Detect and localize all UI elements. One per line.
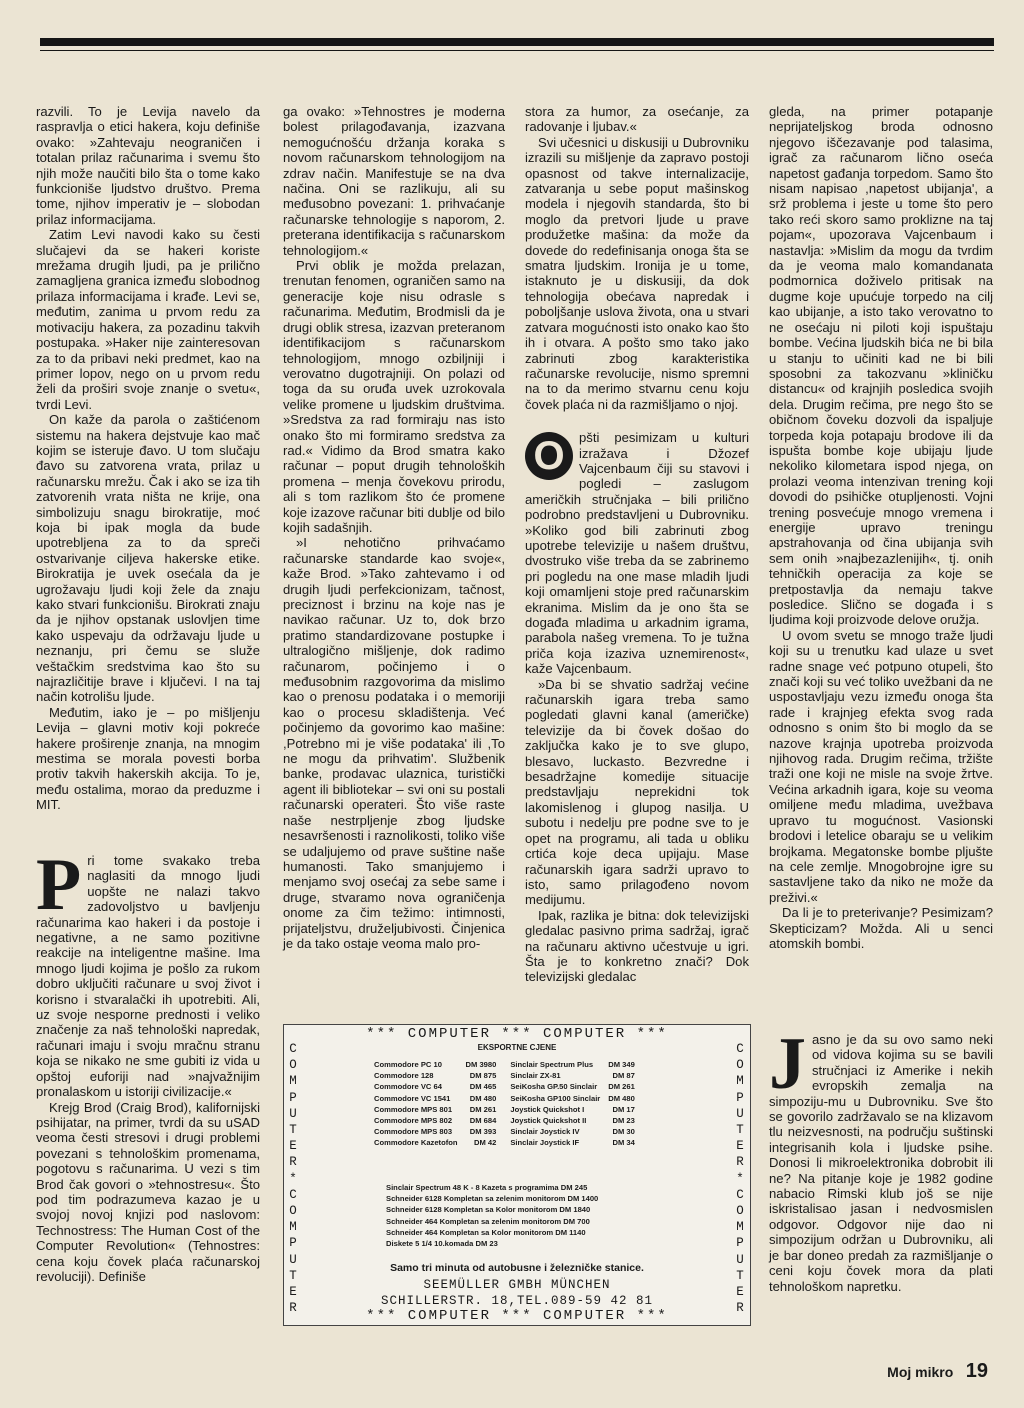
product-cell: Commodore MPS 802: [374, 1116, 453, 1126]
product-cell: SeiKosha GP100 Sinclair: [510, 1093, 601, 1103]
paragraph: stora za humor, za osećanje, za radovanje i ljubav.«: [525, 104, 749, 135]
paragraph-text: asno je da su ovo samo neki od vidova kojima su se bavili stručnjaci iz Amerike i nekih evropskih zemalja na simpoziju-mu u Dubrovniku. Sve što se govorilo zadržavalo se na klizavom tlu neizvesnosti, na području suštinski integrisanih kola i ljudske psihe. Donosi li mikroelektronika dobrobit ili ne? Na pitanje koje je 1982 godine nabacio Rimski klub još se nije iskristalisao jasan i nedvosmislen odgovor. Odgovor nije dao ni simpozijum održan u Dubrovniku, ali je bar doneo predah za razmišljanje o ceni koju čovek mora da plati tehnološkom napretku.: [769, 1032, 993, 1294]
ad-address: SCHILLERSTR. 18,TEL.089-59 42 81: [380, 1294, 654, 1308]
ad-banner-top: *** COMPUTER *** COMPUTER ***: [366, 1026, 668, 1042]
paragraph: gleda, na primer potapanje neprijateljskog broda odnosno njegovo iščezavanje pod talasima, igrač za računarom lično oseća napetost gađanja torpedom. Samo što nisam napisao ,napetost ubijanja', a srž problema i jeste u tome što pero tako reći skoro samo proklizne na taj pojam«, upozorava Vajcenbaum i nastavlja: »Mislim da mogu da tvrdim da je veoma malo komandanata podmornica doživelo pritisak na dugme koje upućuje torpedo na cilj kao ubijanje, a isto tako verovatno to ne osećaju ni piloti koji ispuštaju bombe. Većina ljudskih bića ne bi bila u stanju to učiniti kad ne bi bili sposobni za takozvanu »kliničku distancu« od krajnjih posledica svojih dela. Drugim rečima, pre nego što se običnom čoveku dozvoli da ispaljuje torpeda koja potapaju brodove ili da ispušta bombe koje ubijaju ljude nekoliko kilometara ispod njega, on prolazi veoma intenzivan trening koji dovodi do psihičke otupljenosti. Vojni trening posvećuje mnogo vremena i energije upravo treningu apstrahovanja od čina ubijanja svih sem onih »najbezazlenijih«, tj. onih tehničkih operacija za koje se pretpostavlja da nemaju takve posledice. Slično se događa i s ljudima koji proizvode delove oružja.: [769, 104, 993, 628]
paragraph: Krejg Brod (Craig Brod), kalifornijski psihijatar, na primer, tvrdi da su uSAD veoma česti stresovi i drugi problemi povezani s tehnološkim promenama, pogotovu s računarima. U vezi s tim Brod čak govori o »tehnostresu«. Što pod tim podrazumeva kazao je u svojoj novoj knjizi pod naslovom: Technostress: The Human Cost of the Computer Revolution« (Tehnostres: cena koju čovek plaća računarskoj revoluciji). Definiše: [36, 1099, 260, 1284]
ad-side-letter: T: [289, 1268, 297, 1283]
ad-side-letters-right: [733, 1041, 747, 1316]
ad-side-letter: R: [736, 1155, 744, 1170]
ad-side-letter: C: [736, 1042, 744, 1056]
price-row-wide: Diskete 5 1/4 10.komada DM 23: [386, 1239, 498, 1249]
ad-side-letter: P: [289, 1236, 297, 1251]
product-cell: Sinclair Joystick IF: [510, 1138, 580, 1148]
price-cell: DM 261: [469, 1104, 497, 1114]
ad-side-letter: T: [289, 1123, 297, 1138]
ad-side-letter: R: [289, 1155, 297, 1170]
paragraph: Međutim, iako je – po mišljenju Levija – glavni motiv koji pokreće hakere proširenje znanja, na mnogim mestima se morala povesti borba protiv takvih hakerskih akcija. To je, među ostalima, morao da preduzme i MIT.: [36, 704, 260, 813]
product-cell: Commodore PC 10: [374, 1060, 442, 1070]
ad-side-letter: E: [289, 1139, 297, 1154]
ad-side-letter: M: [289, 1074, 297, 1089]
ad-side-letter: T: [736, 1123, 744, 1138]
ad-side-letter: U: [736, 1252, 744, 1267]
ad-note: Samo tri minuta od autobusne i železničke stanice.: [390, 1262, 644, 1274]
price-cell: DM 34: [612, 1138, 635, 1148]
dropcap-j: J: [769, 1023, 806, 1105]
paragraph-with-dropcap: [525, 430, 749, 677]
ad-side-letter: *: [289, 1171, 297, 1186]
ad-side-letter: E: [289, 1285, 297, 1300]
paragraph: ga ovako: »Tehnostres je moderna bolest prilagođavanja, izazvana nemogućnošću držanja koraka s novom računarskom tehnologijom na zdrav način. Manifestuje se na dva načina. Oni se razlikuju, ali su međusobno povezani: 1. prihvaćanje računarske tehnologije s naporom, 2. preterana identifikacija s računarskom tehnologijom.«: [283, 104, 505, 258]
price-row-wide: Sinclair Spectrum 48 K - 8 Kazeta s programima DM 245: [386, 1183, 588, 1192]
ad-side-letter: M: [289, 1220, 297, 1235]
price-cell: DM 480: [469, 1093, 497, 1103]
computer-advertisement: [283, 1024, 751, 1326]
price-cell: DM 261: [608, 1082, 635, 1092]
price-row-wide: Schneider 6128 Kompletan sa Kolor monitorom DM 1840: [386, 1205, 591, 1215]
paragraph: U ovom svetu se mnogo traže ljudi koji su u trenutku kad ulaze u svet radne snage već potpuno otupeli, što znači koji su već toliko uvežbani da ne uspostavljaju vezu između onoga šta rade i krajnjeg efekta svog rada odnosno s onim što bi moglo da se nazove krajnja upotreba proizvoda njihovog rada. Drugim rečima, tržište traži one koji ne misle na svoje žrtve. Većina arkadnih igara, koje su veoma omiljene među mladima, uvežbava upravo tu mogućnost. Vasionski brodovi i letelice obaraju se u velikim brojkama. Megatonske bombe pljušte na cele zemlje. Mnogobrojne igre su sastavljene tako da niko ne može da preživi.«: [769, 627, 993, 905]
price-row: [370, 1059, 645, 1070]
price-cell: DM 87: [612, 1071, 635, 1081]
product-cell: Sinclair Spectrum Plus: [510, 1060, 594, 1070]
price-cell: DM 3980: [465, 1060, 497, 1070]
ad-side-letter: *: [736, 1171, 744, 1186]
ad-side-letter: C: [736, 1187, 744, 1202]
product-cell: Sinclair ZX-81: [510, 1071, 561, 1081]
ad-side-letter: O: [736, 1058, 744, 1073]
product-cell: Joystick Quickshot II: [510, 1116, 587, 1126]
price-row-wide: Schneider 464 Kompletan sa Kolor monitorom DM 1140: [386, 1227, 586, 1237]
article-column-4-section-2: [769, 1023, 993, 1294]
price-row: [370, 1070, 645, 1081]
price-table: [370, 1059, 645, 1149]
header-rule-thick: [40, 38, 994, 46]
ad-side-letter: M: [736, 1074, 744, 1089]
magazine-name: Moj mikro: [887, 1364, 954, 1380]
paragraph: Da li je to preterivanje? Pesimizam? Skepticizam? Možda. Ali u senci atomskih bombi.: [769, 905, 993, 951]
article-column-3: [525, 104, 749, 985]
price-cell: DM 684: [469, 1116, 497, 1126]
product-cell: Commodore MPS 803: [374, 1127, 453, 1137]
product-cell: Commodore VC 64: [374, 1082, 442, 1092]
price-cell: DM 17: [612, 1104, 635, 1114]
dropcap-o: O: [525, 432, 573, 480]
ad-banner-bottom: *** COMPUTER *** COMPUTER ***: [366, 1308, 668, 1324]
paragraph-with-dropcap: [769, 1023, 993, 1294]
paragraph-text: pšti pesimizam u kulturi izražava i Džozef Vajcenbaum čiji su stavovi i pogledi – zaslugom američkih stručnjaka – bili prilično podrobno predstavljeni u Dubrovniku. »Koliko god bili zabrinuti zbog upotrebe televizije u našem društvu, dvostruko više treba da se zabrinemo pri pogledu na one mase mladih ljudi koji omamljeni stoje pred računarskim ekranima. Mislim da je ono šta se događa mladima u arkadnim igrama, parabola našeg vremena. To je tužna priča koja izaziva uznemirenost«, kaže Vajcenbaum.: [525, 430, 749, 677]
paragraph: On kaže da parola o zaštićenom sistemu na hakera dejstvuje kao mač kojim se isteruje đavo. U tom slučaju đavo su zatvorena vrata, prilaz u računarsku mrežu. Čak i ako se iza tih zatvorenih vrata ništa ne krije, ona simbolizuju snagu birokratije, moć koja bi ipak mogla da bude upotrebljena za to da spreči ostvarivanje ciljeva hakerske etike. Birokratija je uvek osećala da je ugrožavaju ljudi koji žele da znaju kako stvari funkcionišu. Birokrati znaju da je njihov opstanak uslovljen time kako uspevaju da održavaju ljude u neznanju, pri čemu se služe veštačkim sredstvima kao što su najrazličitije brave i ključevi. I na taj način kotrolišu ljude.: [36, 412, 260, 705]
ad-side-letter: R: [289, 1301, 297, 1316]
product-cell: Commodore VC 1541: [374, 1093, 451, 1103]
paragraph: Ipak, razlika je bitna: dok televizijski gledalac pasivno prima sadržaj, igrač na računaru aktivno učestvuje u igri. Šta je to konkretno znači? Dok televizijski gledalac: [525, 907, 749, 985]
ad-side-letter: P: [736, 1236, 744, 1251]
price-row-wide: Schneider 464 Kompletan sa zelenim monitorom DM 700: [386, 1216, 590, 1226]
ad-side-letter: T: [736, 1268, 744, 1283]
product-cell: Sinclair Joystick IV: [510, 1127, 580, 1137]
paragraph-text: ri tome svakako treba naglasiti da mnogo ljudi uopšte ne nalazi takvo zadovoljstvo u bavljenju računarima kao hakeri i da postoje i negativne, a ne samo pozitivne reakcije na inteligentne mašine. Ima mnogo ljudi kojima je pošlo za rukom dobro uključiti računare u svoj život i korisno i stvaralački ih upotrebiti. Ali, uz svoje nesporne prednosti i veliko značenje za naš tehnološki napredak, računari imaju i svoju mračnu stranu koja se nikako ne sme gubiti iz vida u opštoj euforiji nad »najvažnijim pronalaskom u istoriji civilizacije.«: [36, 853, 260, 1100]
ad-side-letter: R: [736, 1301, 744, 1316]
price-row-wide: Schneider 6128 Kompletan sa zelenim monitorom DM 1400: [386, 1194, 599, 1204]
ad-side-letter: O: [289, 1204, 297, 1219]
ad-side-letter: M: [736, 1220, 744, 1235]
price-row: [370, 1081, 645, 1092]
paragraph: Prvi oblik je možda prelazan, trenutan fenomen, ograničen samo na generacije koje nisu odrasle s računarima. Međutim, Brodmisli da je drugi oblik stresa, izazvan preteranom identifikacijom s računarskom tehnologijom, mnogo ozbiljniji i verovatno dugotrajniji. On polazi od toga da su oruđa uvek uzrokovala velike promene u ljudskim društvima. »Sredstva za rad formiraju nas isto onako što mi formiramo sredstva za rad.« Vidimo da Brod smatra kako računar – poput drugih tehnoloških promena – menja čovekovu prirodu, ali s tom razlikom što će promene koje izazove računar biti dublje od bilo kojih sadašnjih.: [283, 258, 505, 535]
price-list-wide: [386, 1182, 598, 1249]
ad-side-letter: O: [736, 1204, 744, 1219]
price-cell: DM 480: [608, 1093, 635, 1103]
ad-side-letter: E: [736, 1285, 744, 1300]
article-column-2: [283, 104, 505, 951]
article-column-4: [769, 104, 993, 951]
ad-side-letter: U: [289, 1252, 297, 1267]
price-cell: DM 42: [473, 1138, 497, 1148]
price-cell: DM 23: [612, 1116, 635, 1126]
paragraph: »I nehotično prihvaćamo računarske standarde kao svoje«, kaže Brod. »Tako zahtevamo i od drugih ljudi perfekcionizam, tačnost, preciznost i brzinu na koje nas je navikao računar. Uz to, dok brzo pratimo standardizovane postupke i ultralogično mišljenje, dok radimo računarom, počinjemo i o međusobnim razgovorima da mislimo kao o prenosu podataka i o memoriji kao o procesu skladištenja. Već počinjemo da govorimo kao mašine: ,Potrebno mi je više podataka' ili ,To ne mogu da prihvatim'. Službenik banke, prodavac ulaznica, turistički agent ili bibliotekar – svi oni su postali računarski operateri. Što više raste naše nestrpljenje zbog ljudske nesavršenosti i raznolikosti, toliko više se udaljujemo od prave suštine naše humanosti. Tako smanjujemo i menjamo svoj osećaj za sebe same i druge, stvaramo nova ograničenja onome za čim težimo: intimnosti, prijateljstvu, druželjubivosti. Činjenica je da tako ostaje veoma malo pro-: [283, 535, 505, 951]
price-cell: DM 393: [469, 1127, 497, 1137]
product-cell: Joystick Quickshot I: [510, 1104, 585, 1114]
article-column-1-section-2: [36, 844, 260, 1284]
price-cell: DM 465: [469, 1082, 497, 1092]
page-number: 19: [965, 1360, 988, 1382]
price-row: [370, 1093, 645, 1104]
page-footer: [887, 1360, 988, 1383]
product-cell: SeiKosha GP.50 Sinclair: [510, 1082, 598, 1092]
price-row: [370, 1115, 645, 1126]
dropcap-p: P: [36, 844, 82, 926]
ad-subtitle: EKSPORTNE CJENE: [477, 1043, 557, 1052]
ad-company: SEEMÜLLER GMBH MÜNCHEN: [423, 1278, 611, 1292]
paragraph-with-dropcap: [36, 844, 260, 1100]
product-cell: Commodore MPS 801: [374, 1104, 453, 1114]
ad-side-letter: E: [736, 1139, 744, 1154]
ad-side-letter: U: [736, 1106, 744, 1121]
ad-side-letter: P: [289, 1090, 297, 1105]
ad-side-letter: P: [736, 1090, 744, 1105]
ad-side-letter: C: [289, 1187, 297, 1202]
product-cell: Commodore Kazetofon: [374, 1138, 458, 1148]
price-row: [370, 1104, 645, 1115]
paragraph: razvili. To je Levija navelo da raspravlja o etici hakera, koju definiše ovako: »Zahtevaju neograničen i totalan prilaz računarima i svemu što njih može naučiti bilo šta o tome kako funkcionišе ljudstvo društvo. Prema tome, njihov imperativ je – slobodan prilaz informacijama.: [36, 104, 260, 227]
header-rule-thin: [40, 50, 994, 51]
price-cell: DM 30: [612, 1127, 635, 1137]
price-cell: DM 875: [469, 1071, 497, 1081]
ad-side-letter: U: [289, 1106, 297, 1121]
paragraph: »Da bi se shvatio sadržaj većine računarskih igara treba samo pogledati glavni kanal (američke) televizije da bi čovek došao do zaključka kako je to sve glupo, blesavo, luckasto. Bezvredne i besadržajne komedije situacije predstavljaju neprekidni tok lakomislenog i glupog nasilja. U subotu i nedelju pre podne sve to je opet na programu, ali tada u obliku crtića koje deca upijaju. Mase računarskih igara sadrži upravo to isto, samo prilagođeno novom medijumu.: [525, 676, 749, 908]
article-column-1: [36, 104, 260, 813]
paragraph: Svi učesnici u diskusiji u Dubrovniku izrazili su mišljenje da zapravo postoji opasnost od takve internalizacije, zatvaranja u sebe poput mašinskog modela i njegovih standarda, što bi moglo da pretvori ljude u prave produžetke mašina: da može da dovede do redefinisanja onoga šta se smatra ljudskim. Ironija je u tome, istaknuto je u diskusiji, da dok tehnologija obećava napredak i poboljšanje uslova života, ona u stvari zatvara mogućnosti isto onako kao što ih i otvara. A pošto smo tako jako zabrinuti zbog karakteristika računarske revolucije, nismo spremni na to da merimo stvarnu cenu koju čovek plaća ni da razmišljamo o njoj.: [525, 134, 749, 412]
product-cell: Commodore 128: [374, 1071, 434, 1081]
ad-side-letter: C: [289, 1042, 297, 1056]
paragraph: Zatim Levi navodi kako su česti slučajevi da se hakeri koriste mrežama drugih ljudi, pa je prilično zamagljena granica između slobodnog prilaza informacijama i krađe. Levi se, međutim, zanima u prvom redu za motivaciju hakera, za pozadinu takvih postupaka. »Haker nije zainteresovan za to da pribavi neki predmet, kao na primer lopov, nego on u prvom redu želi da proširi svoje znanje o svetu«, tvrdi Levi.: [36, 227, 260, 412]
price-row: [370, 1137, 645, 1148]
price-row: [370, 1126, 645, 1137]
price-cell: DM 349: [608, 1060, 635, 1070]
ad-side-letter: O: [289, 1058, 297, 1073]
ad-side-letters-left: [286, 1041, 300, 1316]
